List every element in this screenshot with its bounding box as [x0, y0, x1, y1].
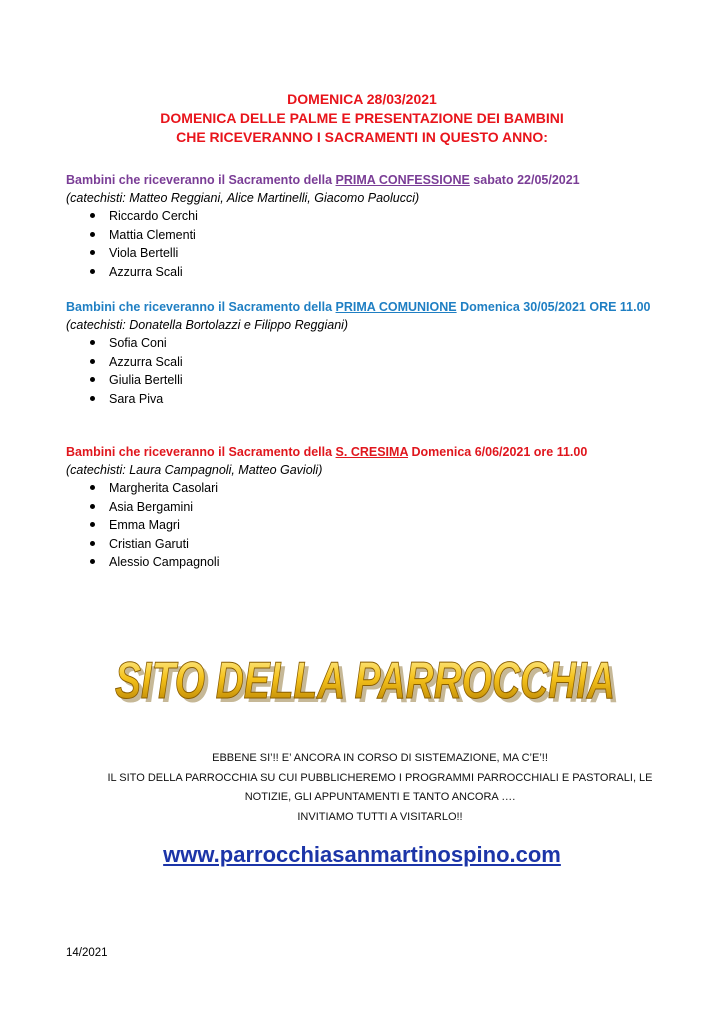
names-list — [66, 479, 660, 572]
section-cresima — [66, 443, 660, 572]
heading-date: Domenica 30/05/2021 ORE 11.00 — [456, 300, 651, 314]
list-item: Riccardo Cerchi — [66, 207, 660, 226]
names-list — [66, 334, 660, 408]
section-prima-confessione — [66, 171, 660, 281]
catechisti-note: (catechisti: Matteo Reggiani, Alice Martinelli, Giacomo Paolucci) — [66, 191, 420, 205]
section-prima-comunione — [66, 298, 660, 408]
list-item: Margherita Casolari — [66, 479, 660, 498]
catechisti-note: (catechisti: Donatella Bortolazzi e Filippo Reggiani) — [66, 318, 349, 332]
page-title — [0, 90, 724, 147]
title-subtitle: CHE RICEVERANNO I SACRAMENTI IN QUESTO ANNO: — [176, 129, 548, 145]
sacrament-name: S. CRESIMA — [335, 445, 409, 459]
list-item: Asia Bergamini — [66, 498, 660, 517]
list-item: Mattia Clementi — [66, 226, 660, 245]
heading-text: Bambini che riceveranno il Sacramento della — [66, 173, 336, 187]
page-footer: 14/2021 — [66, 947, 108, 959]
notice-line: NOTIZIE, GLI APPUNTAMENTI E TANTO ANCORA …. — [244, 791, 516, 803]
notice-line: EBBENE SI’!! E’ ANCORA IN CORSO DI SISTEMAZIONE, MA C’E’!! — [212, 752, 548, 764]
heading-date: sabato 22/05/2021 — [469, 173, 580, 187]
heading-date: Domenica 6/06/2021 ore 11.00 — [408, 445, 588, 459]
list-item: Giulia Bertelli — [66, 371, 660, 390]
list-item: Alessio Campagnoli — [66, 553, 660, 572]
parish-website-link[interactable]: www.parrocchiasanmartinospino.com — [163, 842, 561, 867]
names-list — [66, 207, 660, 281]
section-heading — [66, 171, 660, 189]
sacrament-name: PRIMA CONFESSIONE — [335, 173, 470, 187]
heading-text: Bambini che riceveranno il Sacramento della — [66, 300, 336, 314]
notice-line: INVITIAMO TUTTI A VISITARLO!! — [297, 810, 463, 823]
banner-text: SITO DELLA PARROCCHIA — [115, 652, 615, 710]
site-notice — [100, 749, 660, 827]
sacrament-name: PRIMA COMUNIONE — [335, 300, 457, 314]
notice-line: IL SITO DELLA PARROCCHIA SU CUI PUBBLICHEREMO I PROGRAMMI PARROCCHIALI E PASTORALI, LE — [107, 771, 653, 784]
section-heading — [66, 298, 660, 316]
list-item: Cristian Garuti — [66, 535, 660, 554]
catechisti-note: (catechisti: Laura Campagnoli, Matteo Gavioli) — [66, 463, 323, 477]
list-item: Azzurra Scali — [66, 263, 660, 282]
heading-text: Bambini che riceveranno il Sacramento della — [66, 445, 336, 459]
list-item: Sara Piva — [66, 390, 660, 409]
list-item: Sofia Coni — [66, 334, 660, 353]
title-date: DOMENICA 28/03/2021 — [287, 91, 437, 107]
list-item: Viola Bertelli — [66, 244, 660, 263]
banner-shadow: SITO DELLA PARROCCHIA — [119, 656, 619, 714]
site-banner-wordart — [90, 642, 640, 714]
list-item: Emma Magri — [66, 516, 660, 535]
title-event: DOMENICA DELLE PALME E PRESENTAZIONE DEI BAMBINI — [160, 110, 564, 126]
list-item: Azzurra Scali — [66, 353, 660, 372]
section-heading — [66, 443, 660, 461]
